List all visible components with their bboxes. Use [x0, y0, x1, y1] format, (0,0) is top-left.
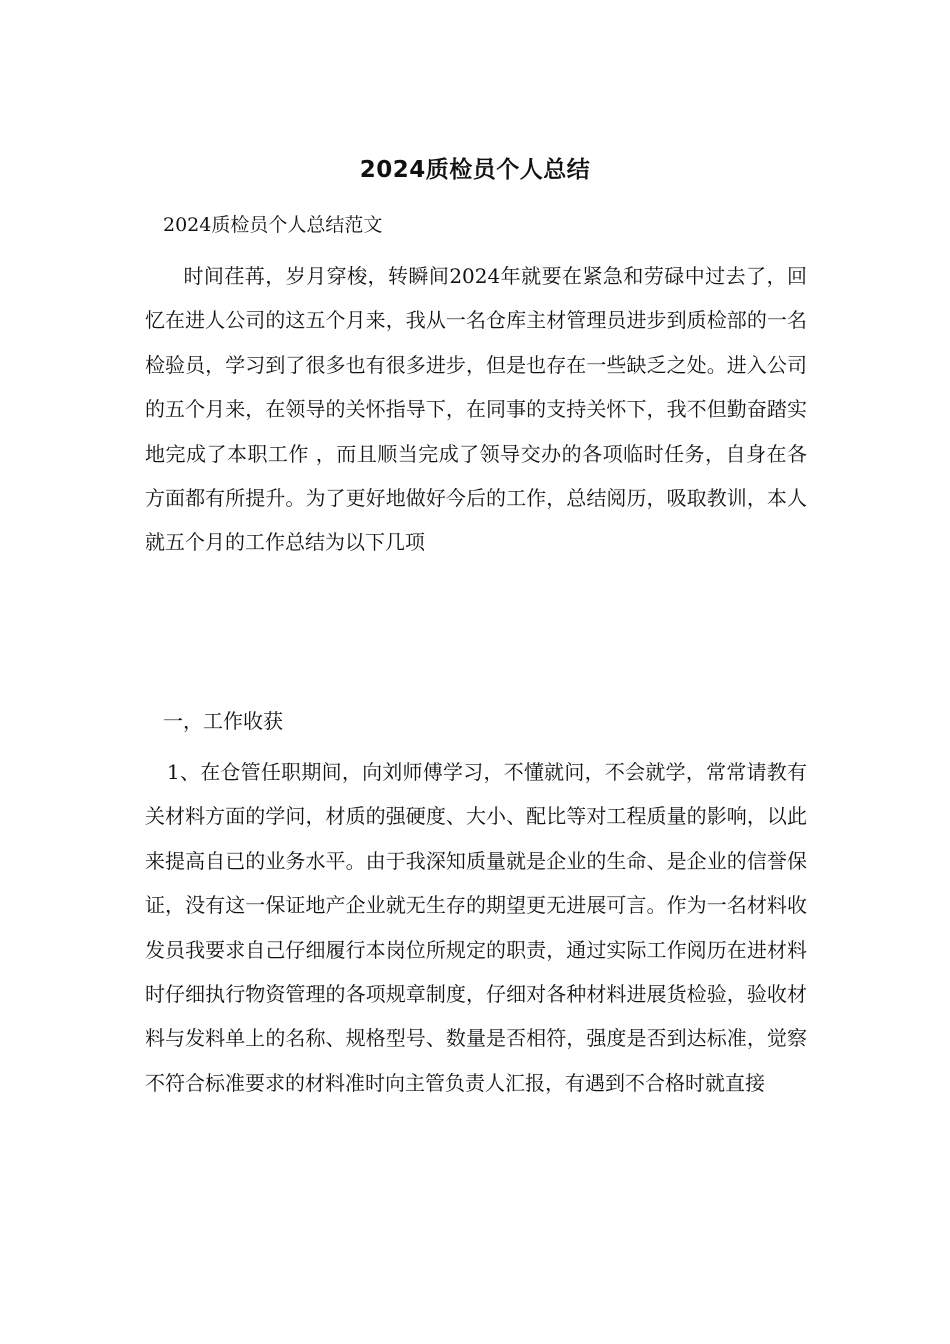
- document-subtitle: 2024质检员个人总结范文: [163, 214, 383, 236]
- paragraph-work-gains: [145, 750, 807, 1105]
- paragraph-work-gains-text: 1、在仓管任职期间，向刘师傅学习，不懂就问，不会就学，常常请教有关材料方面的学问，材质的强硬度、大小、配比等对工程质量的影响，以此来提高自已的业务水平。由于我深知质量就是企业的生命、是企业的信誉保证，没有这一保证地产企业就无生存的期望更无进展可言。作为一名材料收发员我要求自己仔细履行本岗位所规定的职责，通过实际工作阅历在进材料时仔细执行物资管理的各项规章制度，仔细对各种材料进展货检验，验收材料与发料单上的名称、规格型号、数量是否相符，强度是否到达标准，觉察不符合标准要求的材料准时向主管负责人汇报，有遇到不合格时就直接: [145, 760, 807, 1095]
- paragraph-intro-text: 时间荏苒，岁月穿梭，转瞬间2024年就要在紧急和劳碌中过去了，回忆在进人公司的这五个月来，我从一名仓库主材管理员进步到质检部的一名检验员，学习到了很多也有很多进步，但是也存在一些缺乏之处。进入公司的五个月来，在领导的关怀指导下，在同事的支持关怀下，我不但勤奋踏实地完成了本职工作 ，而且顺当完成了领导交办的各项临时任务，自身在各方面都有所提升。为了更好地做好今后的工作，总结阅历，吸取教训，本人就五个月的工作总结为以下几项: [145, 264, 807, 555]
- paragraph-intro: [145, 254, 807, 565]
- section-heading: 一，工作收获: [163, 709, 283, 733]
- document-title: 2024质检员个人总结: [359, 157, 591, 183]
